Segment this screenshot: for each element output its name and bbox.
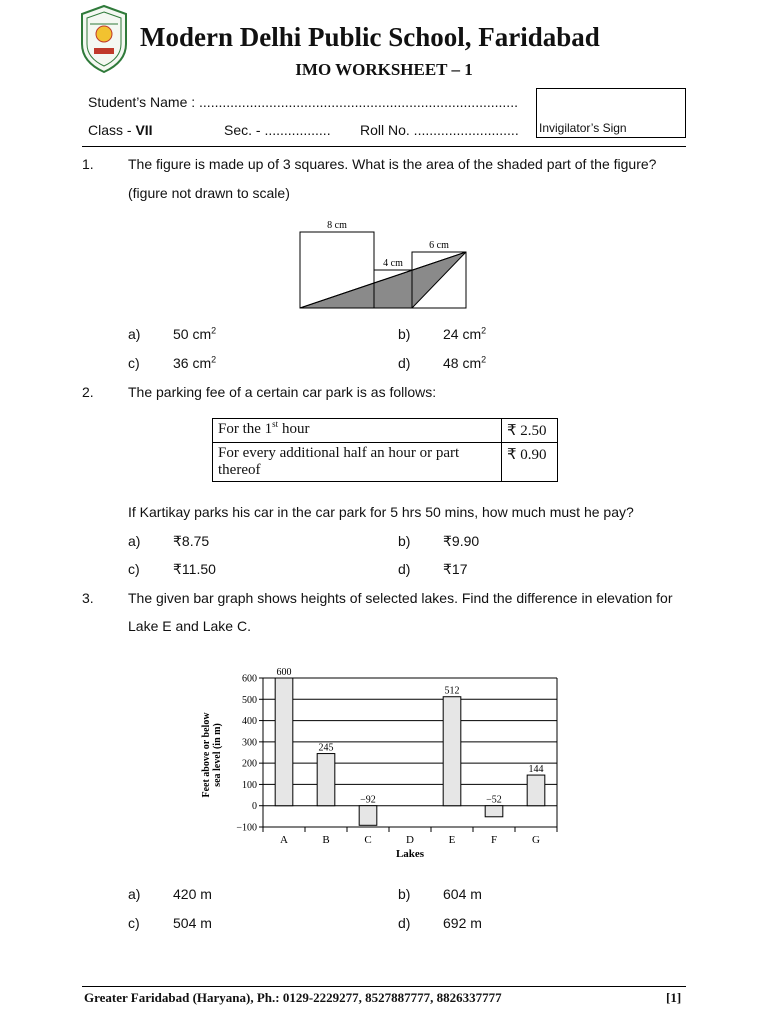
y-tick-label: −100 — [236, 822, 257, 834]
q3-option-b[interactable]: b) 604 m — [398, 886, 482, 902]
q3-option-a[interactable]: a) 420 m — [128, 886, 212, 902]
y-tick-label: 400 — [242, 716, 257, 728]
x-tick-label: A — [280, 834, 288, 846]
y-tick-label: 100 — [242, 779, 257, 791]
x-tick-label: E — [448, 834, 456, 846]
class-field[interactable] — [88, 122, 153, 138]
x-tick-label: B — [322, 834, 330, 846]
bar-C — [359, 806, 377, 826]
page-number: [1] — [666, 990, 682, 1005]
class-value: VII — [135, 122, 153, 138]
header-divider — [82, 146, 686, 147]
x-tick-label: G — [532, 834, 540, 846]
q1-text: The figure is made up of 3 squares. What is the area of the shaded part of the figure? — [128, 156, 657, 172]
roll-field[interactable]: Roll No. ........................... — [360, 122, 519, 138]
q2-option-d[interactable]: d) ₹17 — [398, 561, 468, 577]
section-field[interactable]: Sec. - ................. — [224, 122, 331, 138]
q3-option-d[interactable]: d) 692 m — [398, 915, 482, 931]
q2-question: If Kartikay parks his car in the car park for 5 hrs 50 mins, how much must he pay? — [128, 504, 634, 520]
worksheet-title: IMO WORKSHEET – 1 — [295, 60, 473, 79]
q1-option-b[interactable]: b) 24 $cm^2$ — [398, 325, 487, 342]
q2-option-a[interactable]: a) ₹8.75 — [128, 533, 210, 549]
q3-number: 3. — [82, 590, 94, 606]
student-name-field[interactable]: Student’s Name : .................................................................................. — [88, 94, 518, 110]
bar-G — [527, 775, 545, 806]
table-row — [213, 419, 558, 443]
y-tick-label: 300 — [242, 737, 257, 749]
y-tick-label: 600 — [242, 673, 257, 685]
data-label: 245 — [318, 742, 334, 754]
parking-fee-table — [212, 418, 558, 482]
label-6cm: 6 cm — [429, 240, 449, 251]
chart-y-axis-label: Feet above or belowsea level (in m) — [201, 712, 223, 798]
bar-A — [275, 678, 293, 806]
x-tick-label: C — [364, 834, 372, 846]
fee-desc-cell: For the 1st hour — [213, 419, 502, 443]
data-label: −92 — [360, 794, 376, 806]
q3-text: The given bar graph shows heights of selected lakes. Find the difference in elevation for Lake E and Lake C. — [128, 590, 673, 634]
fee-desc-cell: For every additional half an hour or part thereof — [213, 443, 502, 482]
y-tick-label: 0 — [252, 801, 257, 813]
footer-divider — [82, 986, 686, 987]
q1-option-c[interactable]: c) 36 $cm^2$ — [128, 354, 217, 371]
footer-address: Greater Faridabad (Haryana), Ph.: 0129-2229277, 8527887777, 8826337777 — [84, 990, 502, 1005]
data-label: 512 — [444, 685, 460, 697]
data-label: 600 — [276, 667, 292, 678]
data-label: −52 — [486, 794, 502, 806]
q1-note: (figure not drawn to scale) — [128, 185, 290, 201]
q1-option-a[interactable]: a) 50 $cm^2$ — [128, 325, 217, 342]
q1-option-d[interactable]: d) 48 $cm^2$ — [398, 354, 487, 371]
q2-option-c[interactable]: c) ₹11.50 — [128, 561, 216, 577]
bar-F — [485, 806, 503, 817]
q2-option-b[interactable]: b) ₹9.90 — [398, 533, 480, 549]
fee-amount-cell: ₹ 2.50 — [502, 419, 558, 443]
label-8cm: 8 cm — [327, 220, 347, 231]
class-label: Class - — [88, 122, 136, 138]
q2-text: The parking fee of a certain car park is as follows: — [128, 384, 437, 400]
label-4cm: 4 cm — [383, 258, 403, 269]
y-tick-label: 200 — [242, 758, 257, 770]
school-name: Modern Delhi Public School, Faridabad — [140, 22, 600, 52]
q1-number: 1. — [82, 156, 94, 172]
invigilator-sign-box[interactable] — [536, 88, 686, 138]
x-tick-label: F — [490, 834, 498, 846]
fee-amount-cell: ₹ 0.90 — [502, 443, 558, 482]
data-label: 144 — [528, 764, 544, 776]
chart-x-axis-label: Lakes — [395, 848, 425, 860]
lake-heights-chart — [195, 660, 575, 865]
q3-option-c[interactable]: c) 504 m — [128, 915, 212, 931]
y-tick-label: 500 — [242, 694, 257, 706]
q1-squares-figure — [290, 214, 480, 314]
table-row — [213, 443, 558, 482]
invigilator-label: Invigilator’s Sign — [539, 121, 627, 135]
q2-number: 2. — [82, 384, 94, 400]
bar-B — [317, 754, 335, 806]
x-tick-label: D — [406, 834, 414, 846]
bar-E — [443, 697, 461, 806]
